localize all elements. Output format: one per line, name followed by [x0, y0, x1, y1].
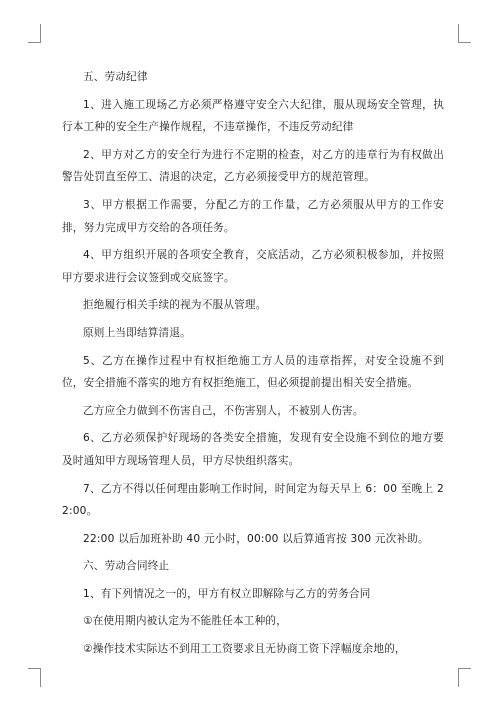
paragraph-termination-1b: ②操作技术实际达不到用工工资要求且无协商工资下浮幅度余地的，: [83, 643, 406, 656]
paragraph-5a: 乙方应全力做到不伤害自己，不伤害别人，不被别人伤害。: [83, 404, 364, 417]
section-heading-labor-discipline: 五、劳动纪律: [83, 71, 148, 83]
crop-mark-bottom-right: [458, 668, 471, 687]
paragraph-7: 7、乙方不得以任何理由影响工作时间，时间定为每天早上 6：00 至晚上 22:00。: [62, 482, 444, 518]
paragraph-6: 6、乙方必须保护好现场的各类安全措施，发现有安全设施不到位的地方要及时通知甲方现场管理人员，甲方尽快组织落实。: [62, 432, 444, 467]
paragraph-termination-1a: ①在使用期内被认定为不能胜任本工种的，: [83, 615, 287, 628]
paragraph-4a: 拒绝履行相关手续的视为不服从管理。: [83, 299, 267, 312]
paragraph-4: 4、甲方组织开展的各项安全教育，交底活动，乙方必须积极参加，并按照甲方要求进行会议签到或交底签字。: [62, 249, 444, 284]
paragraph-termination-1: 1、有下列情况之一的，甲方有权立即解除与乙方的劳务合同: [83, 587, 371, 600]
paragraph-3: 3、甲方根据工作需要，分配乙方的工作量，乙方必须服从甲方的工作安排，努力完成甲方交给的各项任务。: [62, 198, 444, 234]
crop-mark-top-left: [28, 24, 41, 43]
document-body: [62, 66, 444, 666]
section-heading-contract-termination: 六、劳动合同终止: [83, 560, 170, 573]
paragraph-7a: 22:00 以后加班补助 40 元小时，00:00 以后算通宵按 300 元次补助。: [83, 532, 429, 545]
paragraph-1: 1、进入施工现场乙方必须严格遵守安全六大纪律，服从现场安全管理，执行本工种的安全生产操作规程，不违章操作，不违反劳动纪律: [62, 98, 444, 134]
crop-mark-top-right: [458, 24, 471, 43]
paragraph-4b: 原则上当即结算清退。: [83, 326, 191, 339]
paragraph-5: 5、乙方在操作过程中有权拒绝施工方人员的违章指挥，对安全设施不到位，安全措施不落实的地方有权拒绝施工，但必须提前提出相关安全措施。: [62, 354, 444, 390]
paragraph-2: 2、甲方对乙方的安全行为进行不定期的检查，对乙方的违章行为有权做出警告处罚直至停工、清退的决定，乙方必须接受甲方的规范管理。: [62, 148, 444, 184]
crop-mark-bottom-left: [28, 668, 41, 687]
